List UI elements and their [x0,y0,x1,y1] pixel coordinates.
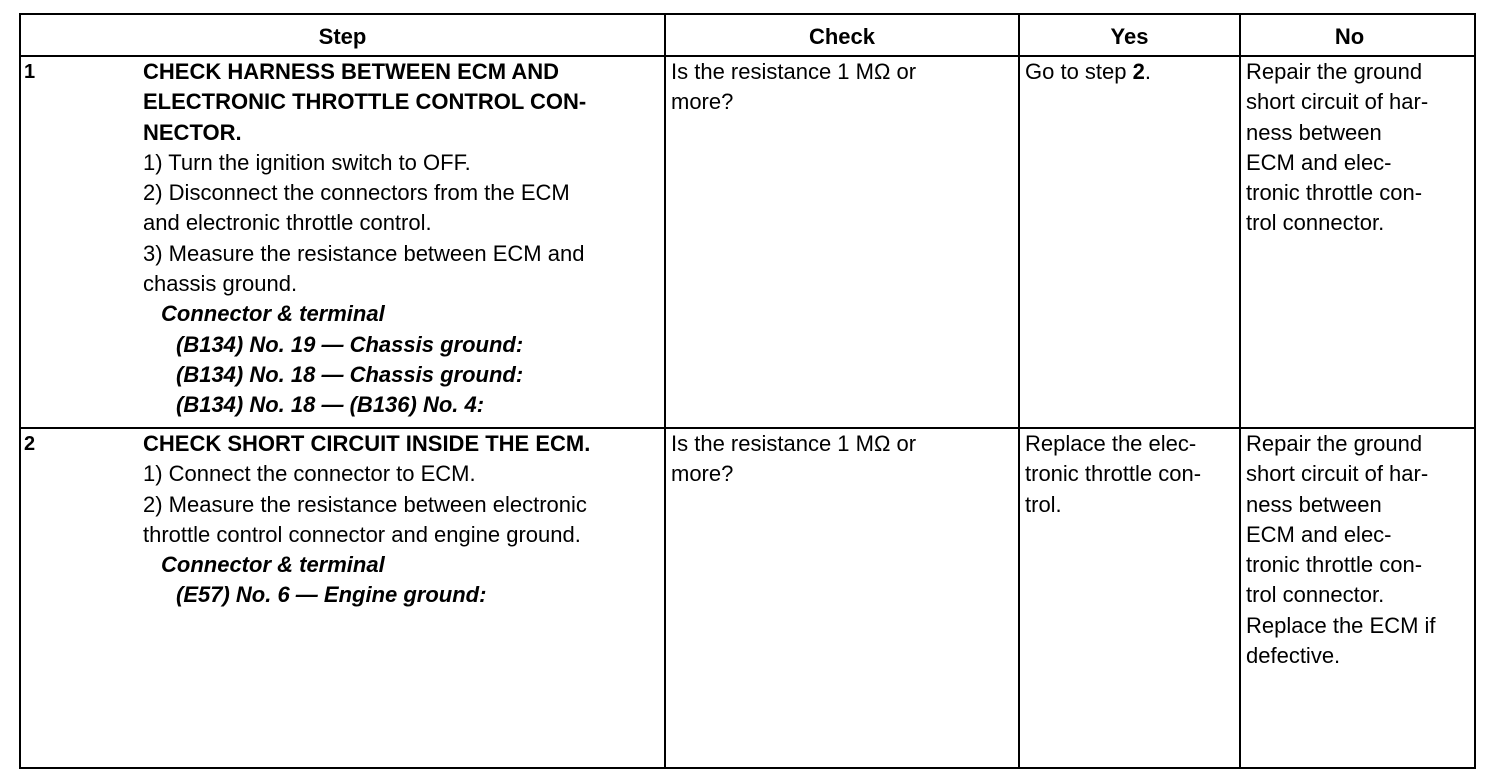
connector-heading: Connector & terminal [161,301,385,327]
no-line: short circuit of har- [1246,461,1429,487]
no-line: tronic throttle con- [1246,180,1423,206]
no-line: ness between [1246,491,1382,517]
no-line: trol connector. [1246,210,1385,236]
instruction-line: 2) Disconnect the connectors from the ECM [143,180,570,206]
header-step: Step [318,24,367,49]
header-yes: Yes [1110,24,1149,49]
yes-text: Go to step [1025,59,1133,84]
check-question [671,429,1015,490]
instruction-line: 1) Turn the ignition switch to OFF. [143,149,471,175]
step-title-line: CHECK SHORT CIRCUIT INSIDE THE ECM. [143,431,591,456]
no-line: Replace the ECM if [1246,612,1436,638]
step-number: 1 [24,61,36,83]
check-line: more? [671,89,734,115]
check-question [671,57,1015,118]
instruction-line: 2) Measure the resistance between electronic [143,491,587,517]
instruction-line: 3) Measure the resistance between ECM and [143,240,585,266]
connector-terminal-line: (E57) No. 6 — Engine ground: [176,582,487,608]
instruction-line: throttle control connector and engine ground. [143,521,581,547]
connector-terminal-line: (B134) No. 18 — Chassis ground: [176,361,524,387]
no-line: ECM and elec- [1246,149,1392,175]
yes-step-number: 2 [1132,59,1145,84]
no-line: short circuit of har- [1246,89,1429,115]
no-line: trol connector. [1246,582,1385,608]
yes-line: Replace the elec- [1025,431,1197,456]
yes-action [1025,57,1237,87]
instruction-line: chassis ground. [143,271,298,297]
step-title-line: ELECTRONIC THROTTLE CONTROL CON- [143,89,587,115]
no-line: Repair the ground [1246,431,1423,456]
instruction-line: 1) Connect the connector to ECM. [143,461,476,487]
connector-heading: Connector & terminal [161,552,385,578]
connector-terminal-line: (B134) No. 19 — Chassis ground: [176,331,524,357]
check-line: Is the resistance 1 MΩ or [671,431,917,456]
header-no: No [1334,24,1365,49]
check-line: Is the resistance 1 MΩ or [671,59,917,84]
step-number: 2 [24,433,36,455]
no-line: Repair the ground [1246,59,1423,84]
connector-terminal-line: (B134) No. 18 — (B136) No. 4: [176,392,485,418]
column-divider [1239,13,1241,769]
step-description [143,57,661,421]
no-action [1246,429,1456,671]
no-line: defective. [1246,643,1341,669]
no-line: tronic throttle con- [1246,552,1423,578]
no-line: ness between [1246,119,1382,145]
step-title-line: CHECK HARNESS BETWEEN ECM AND [143,59,559,84]
no-line: ECM and elec- [1246,521,1392,547]
yes-line: trol. [1025,491,1062,517]
header-check: Check [808,24,876,49]
yes-line: tronic throttle con- [1025,461,1202,487]
yes-text: . [1144,59,1151,84]
yes-action [1025,429,1237,520]
column-divider [664,13,666,769]
no-action [1246,57,1456,239]
check-line: more? [671,461,734,487]
step-description [143,429,661,611]
instruction-line: and electronic throttle control. [143,210,432,236]
column-divider [1018,13,1020,769]
step-title-line: NECTOR. [143,119,242,145]
